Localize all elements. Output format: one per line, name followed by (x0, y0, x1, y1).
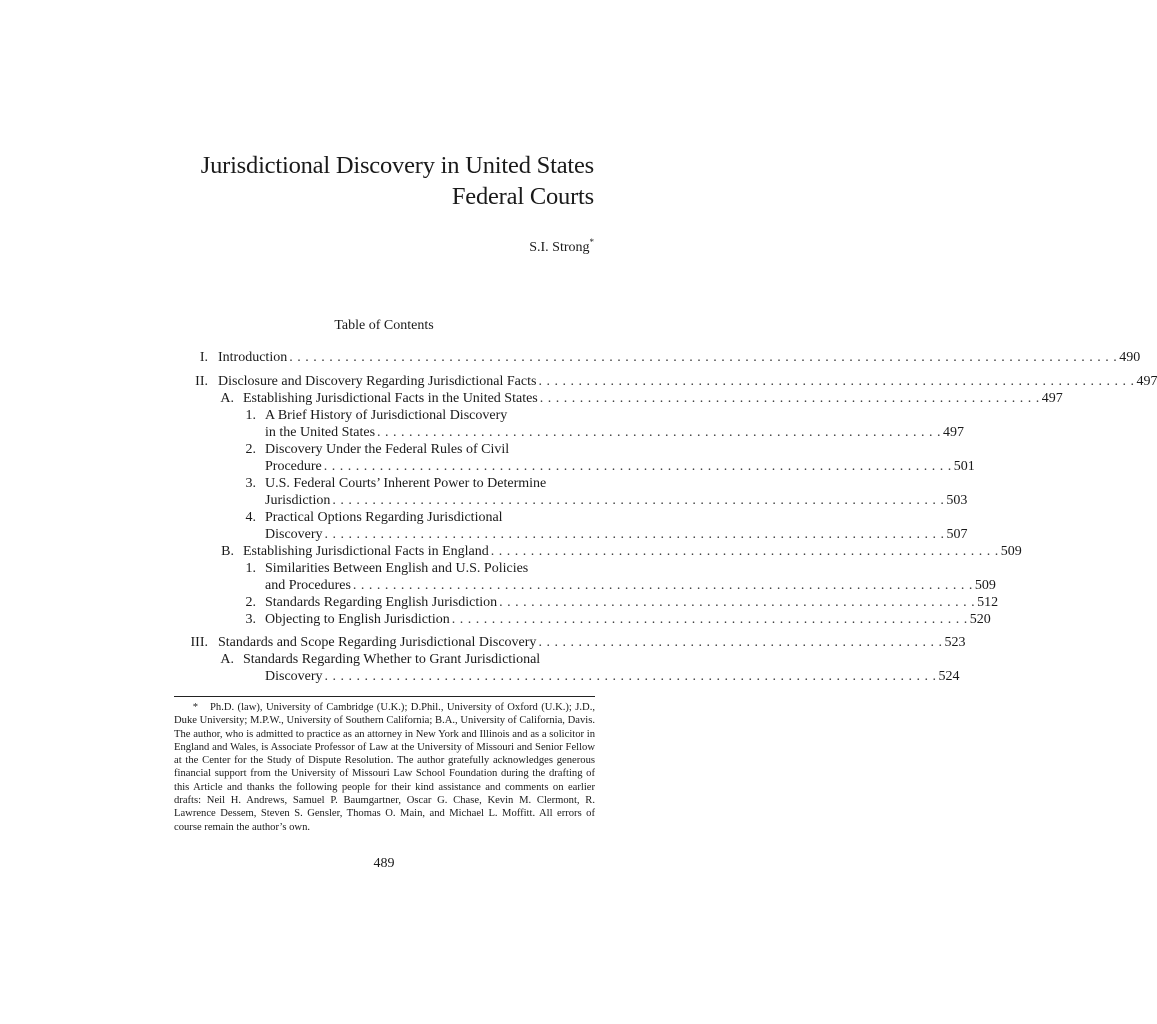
toc-entry-text: Disclosure and Discovery Regarding Jurisdictional Facts (218, 374, 537, 389)
toc-number: 1. (245, 408, 256, 423)
toc-number: 3. (245, 476, 256, 491)
toc-entry-objecting[interactable] (265, 611, 991, 629)
toc-leader: . . . . . . . . . . . . . . . . . . . . . . . . . . . . . . . . . . . . . . . . . . . . . . . . . . . . . . . . . . . . . . . . . . . . . . . . . . . . . . (324, 527, 945, 542)
toc-page: 497 (943, 425, 965, 440)
toc-entry-text: Introduction (218, 350, 288, 365)
toc-entry-text-line2: in the United States (265, 425, 376, 440)
author-footnote-mark[interactable]: * (589, 237, 594, 247)
toc-entry-establishing-england[interactable] (243, 543, 1022, 561)
toc-entry-text-line2: Jurisdiction (265, 493, 331, 508)
toc-leader: . . . . . . . . . . . . . . . . . . . . . . . . . . . . . . . . . . . . . . . . . . . . . . . . . . . (538, 635, 943, 650)
toc-leader: . . . . . . . . . . . . . . . . . . . . . . . . . . . . . . . . . . . . . . . . . . . . . . . . . . . . . . . . . . . . . . . (539, 391, 1040, 406)
toc-entry-disclosure[interactable] (218, 373, 1157, 391)
toc-page: 503 (946, 493, 968, 508)
toc-entry-brief-history[interactable] (265, 424, 965, 442)
toc-page: 512 (977, 595, 999, 610)
toc-number: 4. (245, 510, 256, 525)
toc-leader: . . . . . . . . . . . . . . . . . . . . . . . . . . . . . . . . . . . . . . . . . . . . . . . . . . . . . . . . . . . . . . . . . . . . . . . . . . . . . (332, 493, 945, 508)
toc-entry-text-line1: Similarities Between English and U.S. Policies (265, 561, 529, 576)
toc-entry-text: Standards Regarding English Jurisdiction (265, 595, 498, 610)
page-number: 489 (373, 856, 395, 871)
toc-leader: . . . . . . . . . . . . . . . . . . . . . . . . . . . . . . . . . . . . . . . . . . . . . . . . . . . . . . . . . . . . . . . . (490, 544, 999, 559)
toc-number: A. (220, 652, 234, 667)
toc-entry-text-line1: Discovery Under the Federal Rules of Civil (265, 442, 510, 457)
toc-number: 2. (245, 442, 256, 457)
toc-entry-text-line2: and Procedures (265, 578, 351, 593)
toc-entry-text: Objecting to English Jurisdiction (265, 612, 450, 627)
footnote-mark: * (192, 702, 198, 713)
toc-page: 509 (974, 578, 996, 593)
footnote-text: Ph.D. (law), University of Cambridge (U.K.); D.Phil., University of Oxford (U.K.); J.D., Duke University; M.P.W., University of Southern California; B.A., University of California, Davis. The author, who is admitted to practice as an attorney in New York and Illinois and as a solicitor in England and Wales, is Associate Professor of Law at the University of Missouri and Senior Fellow at the Center for the Study of Dispute Resolution. The author gratefully acknowledges generous financial support from the University of Missouri Law School Foundation during the drafting of this Article and thanks the following people for their kind assistance and comments on earlier drafts: Neil H. Andrews, Samuel P. Baumgartner, Oscar G. Chase, Kevin M. Clermont, R. Lawrence Dessem, Steven S. Gensler, Thomas O. Main, and Michael L. Moffitt. All errors of course remain the author’s own. (174, 702, 595, 833)
toc-heading: Table of Contents (334, 318, 434, 333)
toc-entry-introduction[interactable] (218, 349, 1141, 367)
toc-leader: . . . . . . . . . . . . . . . . . . . . . . . . . . . . . . . . . . . . . . . . . . . . . . . . . . . . . . . . . . . . . . . . . . . . . . . (377, 425, 942, 440)
toc-number: 2. (245, 595, 256, 610)
toc-entry-text-line1: Standards Regarding Whether to Grant Jurisdictional (243, 652, 541, 667)
title-line-1: Jurisdictional Discovery in United States (200, 152, 594, 179)
toc-page: 509 (1000, 544, 1022, 559)
toc-page: 490 (1119, 350, 1141, 365)
toc-page: 501 (953, 459, 975, 474)
toc-entry-whether-to-grant[interactable] (265, 668, 960, 686)
toc-entry-inherent-power[interactable] (265, 492, 968, 510)
toc-leader: . . . . . . . . . . . . . . . . . . . . . . . . . . . . . . . . . . . . . . . . . . . . . . . . . . . . . . . . . . . . . . . . . . . . . . . . . . . . . . . (323, 459, 952, 474)
toc-leader: . . . . . . . . . . . . . . . . . . . . . . . . . . . . . . . . . . . . . . . . . . . . . . . . . . . . . . . . . . . . (499, 595, 976, 610)
toc-page: 523 (944, 635, 966, 650)
toc-leader: . . . . . . . . . . . . . . . . . . . . . . . . . . . . . . . . . . . . . . . . . . . . . . . . . . . . . . . . . . . . . . . . . . . . . . . . . . . (538, 374, 1135, 389)
toc-leader: . . . . . . . . . . . . . . . . . . . . . . . . . . . . . . . . . . . . . . . . . . . . . . . . . . . . . . . . . . . . . . . . . . . . . . . . . . . . . (324, 669, 937, 684)
toc-number: 1. (245, 561, 256, 576)
footnote-divider (174, 696, 595, 697)
toc-page: 497 (1136, 374, 1157, 389)
toc-entry-similarities[interactable] (265, 577, 996, 595)
toc-page: 524 (938, 669, 960, 684)
toc-entry-text: Establishing Jurisdictional Facts in the United States (243, 391, 538, 406)
toc-number: 3. (245, 612, 256, 627)
toc-leader: . . . . . . . . . . . . . . . . . . . . . . . . . . . . . . . . . . . . . . . . . . . . . . . . . . . . . . . . . . . . . . . . . . . . . . . . . . . . . . . . . . . . . . . . . . . . . . . . . . . . . . . . (289, 350, 1118, 365)
toc-entry-text-line1: A Brief History of Jurisdictional Discovery (265, 408, 508, 423)
toc-number: I. (199, 350, 208, 365)
title-line-2: Federal Courts (451, 183, 594, 210)
toc-entry-establishing-us[interactable] (243, 390, 1063, 408)
toc-page: 497 (1041, 391, 1063, 406)
toc-leader: . . . . . . . . . . . . . . . . . . . . . . . . . . . . . . . . . . . . . . . . . . . . . . . . . . . . . . . . . . . . . . . . . (451, 612, 968, 627)
toc-number: II. (195, 374, 208, 389)
toc-entry-text: Establishing Jurisdictional Facts in England (243, 544, 489, 559)
toc-entry-federal-rules[interactable] (265, 458, 975, 476)
toc-leader: . . . . . . . . . . . . . . . . . . . . . . . . . . . . . . . . . . . . . . . . . . . . . . . . . . . . . . . . . . . . . . . . . . . . . . . . . . . . . . (352, 578, 973, 593)
toc-number: A. (220, 391, 234, 406)
toc-entry-standards-scope[interactable] (218, 634, 966, 652)
toc-number: III. (190, 635, 208, 650)
toc-entry-practical-options[interactable] (265, 526, 968, 544)
footnote (174, 701, 595, 834)
toc-page: 520 (969, 612, 991, 627)
toc-entry-text-line2: Discovery (265, 527, 323, 542)
toc-page: 507 (946, 527, 968, 542)
toc-entry-text-line1: U.S. Federal Courts’ Inherent Power to Determine (265, 476, 547, 491)
toc-number: B. (221, 544, 234, 559)
toc-entry-text-line2: Procedure (265, 459, 322, 474)
toc-entry-text-line2: Discovery (265, 669, 323, 684)
toc-entry-text: Standards and Scope Regarding Jurisdictional Discovery (218, 635, 537, 650)
toc-entry-standards-english[interactable] (265, 594, 999, 612)
toc-entry-text-line1: Practical Options Regarding Jurisdictional (265, 510, 503, 525)
author-name: S.I. Strong (529, 240, 590, 255)
